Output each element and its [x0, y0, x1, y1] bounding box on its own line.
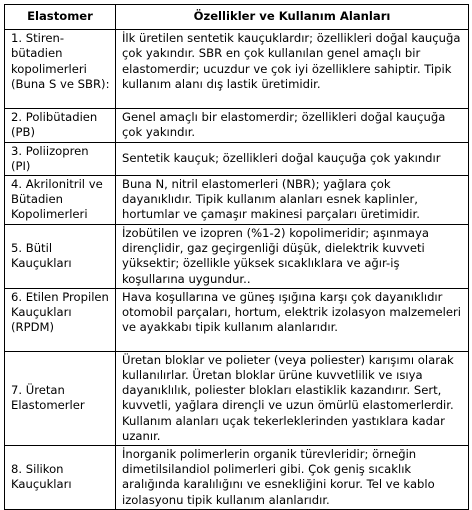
elastomer-name: 1. Stiren-bütadien kopolimerleri (Buna S ve SBR): — [5, 30, 116, 109]
elastomer-description: İzobütilen ve izopren (%1-2) kopolimeridir; aşınmaya dirençlidir, gaz geçirgenliği düşük, dielektrik kuvveti yüksektir; özellikle yüksek sıcaklıklara ve ağır-iş koşullarına uygundur.. — [116, 225, 469, 289]
table-row — [5, 142, 469, 175]
elastomer-name: 8. Silikon Kauçukları — [5, 446, 116, 510]
header-elastomer: Elastomer — [5, 5, 116, 30]
elastomer-description: Hava koşullarına ve güneş ışığına karşı çok dayanıklıdır otomobil parçaları, hortum, elektrik izolasyon malzemeleri ve ayakkabı tipik kullanım alanlarıdır. — [116, 288, 469, 351]
elastomer-description: Buna N, nitril elastomerleri (NBR); yağlara çok dayanıklıdır. Tipik kullanım alanları esnek kaplinler, hortumlar ve çamaşır makinesi parçaları üretimidir. — [116, 176, 469, 225]
table-row — [5, 288, 469, 351]
elastomer-table-container — [4, 4, 469, 510]
elastomer-description: İnorganik polimerlerin organik türevleridir; örneğin dimetilsilandiol polimerleri gibi. Çok geniş sıcaklık aralığında karalılığını ve esnekliğini korur. Tel ve kablo izolasyonu tipik kullanım alanlarıdır. — [116, 446, 469, 510]
table-row — [5, 225, 469, 289]
elastomer-name: 2. Polibütadien (PB) — [5, 109, 116, 142]
elastomer-description: Üretan bloklar ve polieter (veya poliester) karışımı olarak kullanılırlar. Üretan bloklar ürüne kuvvetlilik ve ısıya dayanıklılık, poliester blokları elastiklik kazandırır. Sert, kuvvetli, yağlara dirençli ve uzun ömürlü elastomerlerdir. Kullanım alanları uçak tekerleklerinden yastıklara kadar uzanır. — [116, 351, 469, 445]
elastomer-description: Sentetik kauçuk; özellikleri doğal kauçuğa çok yakındır — [116, 142, 469, 175]
table-row — [5, 446, 469, 510]
elastomer-name: 4. Akrilonitril ve Bütadien Kopolimerleri — [5, 176, 116, 225]
elastomer-name: 7. Üretan Elastomerler — [5, 351, 116, 445]
table-row — [5, 30, 469, 109]
table-header-row — [5, 5, 469, 30]
elastomer-name: 6. Etilen Propilen Kauçukları (RPDM) — [5, 288, 116, 351]
elastomer-description: Genel amaçlı bir elastomerdir; özellikleri doğal kauçuğa çok yakındır. — [116, 109, 469, 142]
elastomer-table — [4, 4, 469, 510]
table-row — [5, 176, 469, 225]
elastomer-description: İlk üretilen sentetik kauçuklardır; özellikleri doğal kauçuğa çok yakındır. SBR en çok kullanılan genel amaçlı bir elastomerdir; ucuzdur ve çok iyi özelliklere sahiptir. Tipik kullanım alanı dış lastik üretimidir. — [116, 30, 469, 109]
elastomer-name: 5. Bütil Kauçukları — [5, 225, 116, 289]
elastomer-name: 3. Poliizopren (PI) — [5, 142, 116, 175]
table-row — [5, 109, 469, 142]
table-row — [5, 351, 469, 445]
header-properties: Özellikler ve Kullanım Alanları — [116, 5, 469, 30]
